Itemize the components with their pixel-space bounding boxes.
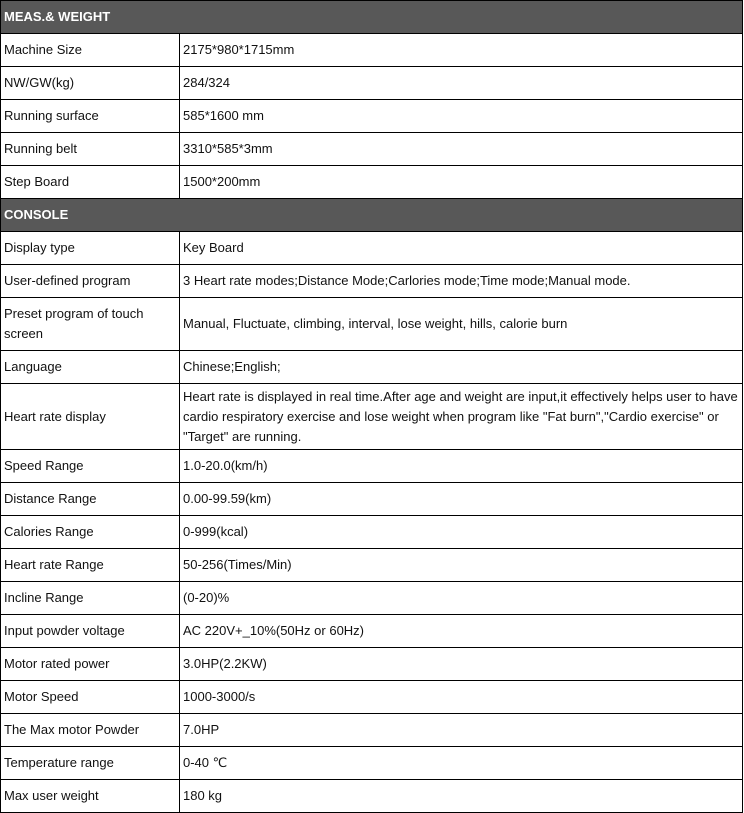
section-title: CONSOLE	[1, 199, 743, 232]
spec-value: 7.0HP	[180, 714, 743, 747]
spec-row-temperature-range	[1, 747, 743, 780]
spec-label: Heart rate display	[1, 384, 180, 450]
spec-value: 3.0HP(2.2KW)	[180, 648, 743, 681]
spec-value: 50-256(Times/Min)	[180, 549, 743, 582]
spec-row-running-belt	[1, 133, 743, 166]
spec-row-preset-program	[1, 298, 743, 351]
spec-value: 2175*980*1715mm	[180, 34, 743, 67]
spec-row-distance-range	[1, 483, 743, 516]
spec-label: Distance Range	[1, 483, 180, 516]
spec-value: 1000-3000/s	[180, 681, 743, 714]
spec-label: Speed Range	[1, 450, 180, 483]
spec-label: Preset program of touch screen	[1, 298, 180, 351]
spec-label: Machine Size	[1, 34, 180, 67]
spec-row-machine-size	[1, 34, 743, 67]
spec-label: The Max motor Powder	[1, 714, 180, 747]
spec-value: Chinese;English;	[180, 351, 743, 384]
spec-value: 0-999(kcal)	[180, 516, 743, 549]
spec-label: NW/GW(kg)	[1, 67, 180, 100]
spec-label: Incline Range	[1, 582, 180, 615]
spec-row-language	[1, 351, 743, 384]
spec-row-calories-range	[1, 516, 743, 549]
spec-label: Motor rated power	[1, 648, 180, 681]
spec-label: Step Board	[1, 166, 180, 199]
spec-row-max-motor-power	[1, 714, 743, 747]
spec-row-nw-gw	[1, 67, 743, 100]
spec-value: 3 Heart rate modes;Distance Mode;Carlories mode;Time mode;Manual mode.	[180, 265, 743, 298]
spec-label: Heart rate Range	[1, 549, 180, 582]
spec-label: Input powder voltage	[1, 615, 180, 648]
spec-value: Heart rate is displayed in real time.After age and weight are input,it effectively helps user to have cardio respiratory exercise and lose weight when program like "Fat burn","Cardio exercise" or "Target" are running.	[180, 384, 743, 450]
spec-row-heart-rate-display	[1, 384, 743, 450]
spec-label: Temperature range	[1, 747, 180, 780]
spec-label: Running surface	[1, 100, 180, 133]
spec-value: Key Board	[180, 232, 743, 265]
spec-value: Manual, Fluctuate, climbing, interval, lose weight, hills, calorie burn	[180, 298, 743, 351]
spec-row-motor-rated-power	[1, 648, 743, 681]
spec-value: 585*1600 mm	[180, 100, 743, 133]
spec-row-step-board	[1, 166, 743, 199]
spec-value: 3310*585*3mm	[180, 133, 743, 166]
spec-label: Language	[1, 351, 180, 384]
spec-value: 180 kg	[180, 780, 743, 813]
spec-label: Running belt	[1, 133, 180, 166]
section-header-console	[1, 199, 743, 232]
spec-value: 0-40 ℃	[180, 747, 743, 780]
spec-row-input-voltage	[1, 615, 743, 648]
spec-value: 284/324	[180, 67, 743, 100]
spec-label: User-defined program	[1, 265, 180, 298]
spec-row-display-type	[1, 232, 743, 265]
spec-row-running-surface	[1, 100, 743, 133]
spec-value: 1500*200mm	[180, 166, 743, 199]
spec-row-max-user-weight	[1, 780, 743, 813]
spec-value: 1.0-20.0(km/h)	[180, 450, 743, 483]
spec-label: Motor Speed	[1, 681, 180, 714]
spec-value: (0-20)%	[180, 582, 743, 615]
spec-label: Calories Range	[1, 516, 180, 549]
spec-label: Display type	[1, 232, 180, 265]
spec-label: Max user weight	[1, 780, 180, 813]
spec-row-heart-rate-range	[1, 549, 743, 582]
spec-value: 0.00-99.59(km)	[180, 483, 743, 516]
spec-row-motor-speed	[1, 681, 743, 714]
section-header-meas-weight	[1, 1, 743, 34]
spec-row-user-defined-program	[1, 265, 743, 298]
spec-row-incline-range	[1, 582, 743, 615]
spec-value: AC 220V+_10%(50Hz or 60Hz)	[180, 615, 743, 648]
spec-row-speed-range	[1, 450, 743, 483]
section-title: MEAS.& WEIGHT	[1, 1, 743, 34]
